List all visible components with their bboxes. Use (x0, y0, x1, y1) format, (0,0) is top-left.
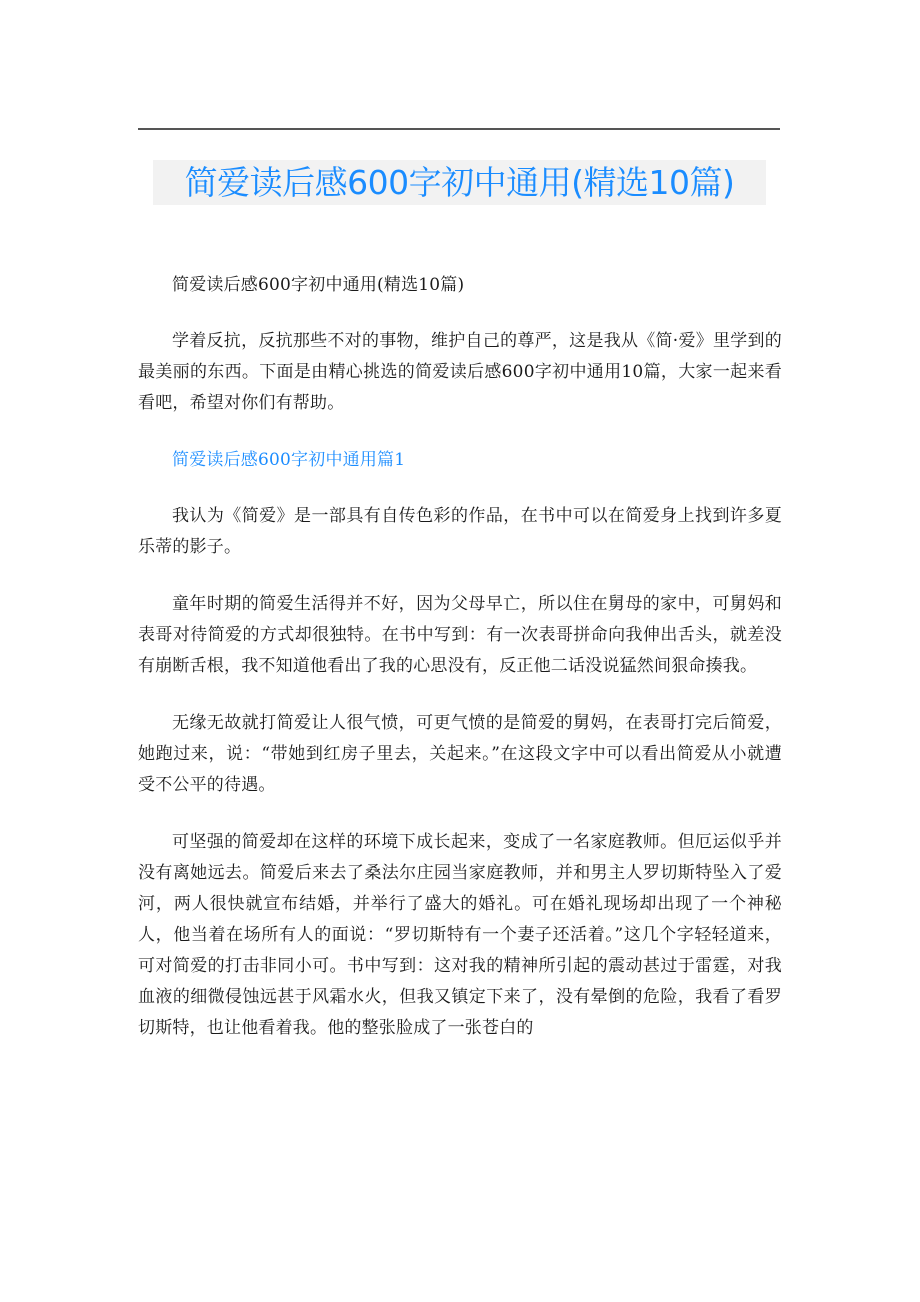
section-heading: 简爱读后感600字初中通用篇1 (172, 450, 406, 470)
document-body (138, 270, 782, 1070)
body-paragraph: 童年时期的简爱生活得并不好，因为父母早亡，所以住在舅母的家中，可舅妈和表哥对待简爱的方式却很独特。在书中写到：有一次表哥拼命向我伸出舌头，就差没有崩断舌根，我不知道他看出了我的心思没有，反正他二话没说猛然间狠命揍我。 (138, 594, 782, 676)
title-highlight (153, 160, 766, 205)
body-paragraph: 可坚强的简爱却在这样的环境下成长起来，变成了一名家庭教师。但厄运似乎并没有离她远去。简爱后来去了桑法尔庄园当家庭教师，并和男主人罗切斯特坠入了爱河，两人很快就宣布结婚，并举行了盛大的婚礼。可在婚礼现场却出现了一个神秘人，他当着在场所有人的面说：“罗切斯特有一个妻子还活着。”这几个字轻轻道来，可对简爱的打击非同小可。书中写到：这对我的精神所引起的震动甚过于雷霆，对我血液的细微侵蚀远甚于风霜水火，但我又镇定下来了，没有晕倒的危险，我看了看罗切斯特，也让他看着我。他的整张脸成了一张苍白的 (138, 832, 782, 1038)
body-paragraph: 我认为《简爱》是一部具有自传色彩的作品，在书中可以在简爱身上找到许多夏乐蒂的影子。 (138, 506, 782, 557)
page-title: 简爱读后感600字初中通用(精选10篇) (184, 163, 735, 202)
subtitle: 简爱读后感600字初中通用(精选10篇) (172, 275, 465, 295)
header-rule (138, 128, 780, 130)
body-paragraph: 无缘无故就打简爱让人很气愤，可更气愤的是简爱的舅妈，在表哥打完后简爱，她跑过来，说：“带她到红房子里去，关起来。”在这段文字中可以看出简爱从小就遭受不公平的待遇。 (138, 713, 782, 795)
intro-paragraph: 学着反抗，反抗那些不对的事物，维护自己的尊严，这是我从《简·爱》里学到的最美丽的东西。下面是由精心挑选的简爱读后感600字初中通用10篇，大家一起来看看吧，希望对你们有帮助。 (138, 331, 782, 413)
